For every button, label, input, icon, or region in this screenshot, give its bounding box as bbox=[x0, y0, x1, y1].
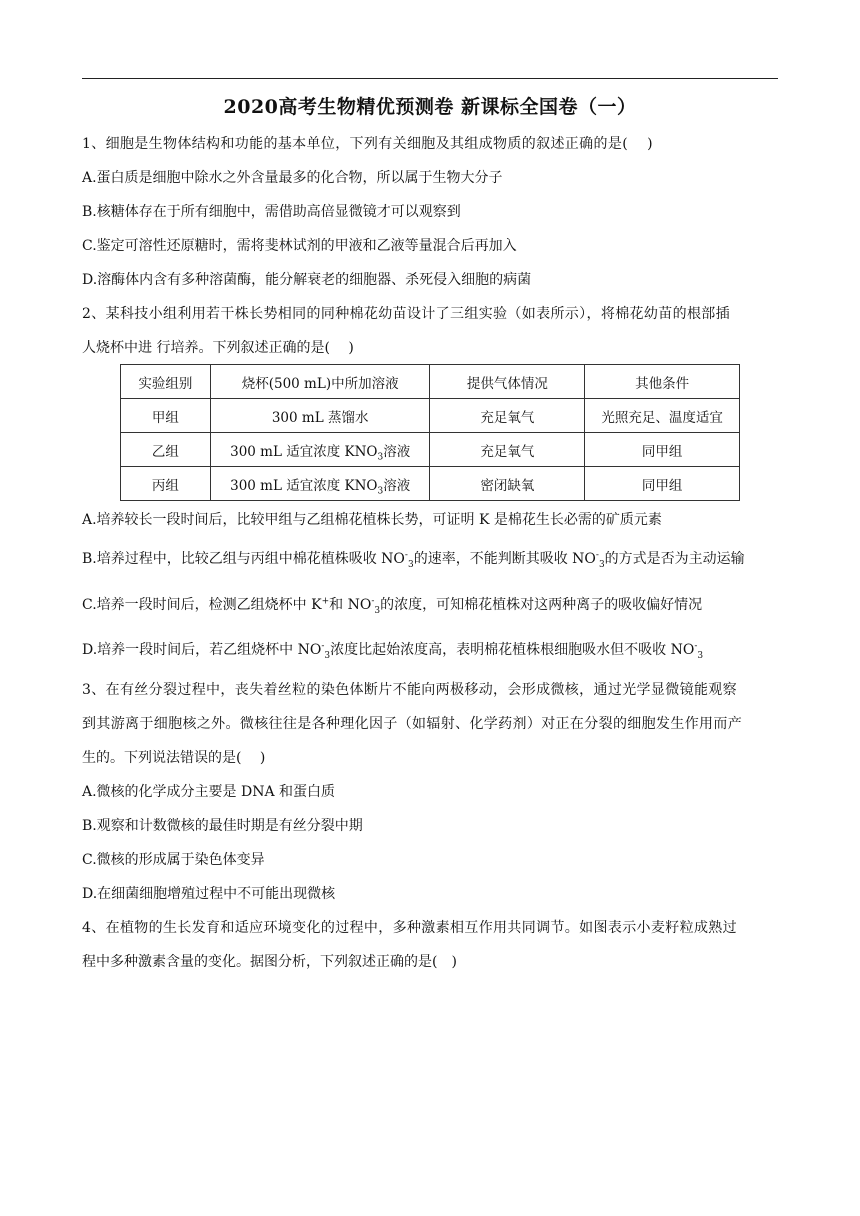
table-header: 实验组别 bbox=[121, 365, 211, 399]
text-part: 的浓度，可知棉花植株对这两种离子的吸收偏好情况 bbox=[380, 597, 703, 613]
table-cell: 密闭缺氧 bbox=[430, 467, 585, 501]
q4-stem-line1: 4、在植物的生长发育和适应环境变化的过程中，多种激素相互作用共同调节。如图表示小麦籽粒成熟过 bbox=[82, 920, 738, 936]
solution-text: 300 mL 适宜浓度 KNO bbox=[230, 443, 378, 460]
table-row bbox=[121, 467, 740, 501]
table-header: 其他条件 bbox=[585, 365, 740, 399]
q3-option-c: C.微核的形成属于染色体变异 bbox=[82, 852, 265, 868]
subscript: 3 bbox=[324, 650, 331, 661]
subscript: 3 bbox=[598, 559, 605, 570]
superscript: - bbox=[404, 550, 408, 561]
table-cell: 丙组 bbox=[121, 467, 211, 501]
experiment-table bbox=[120, 364, 740, 501]
table-row bbox=[121, 433, 740, 467]
q2-stem-line1: 2、某科技小组利用若干株长势相同的同种棉花幼苗设计了三组实验（如表所示），将棉花幼苗的根部插 bbox=[82, 306, 731, 322]
superscript: - bbox=[694, 641, 698, 652]
subscript: 3 bbox=[407, 559, 414, 570]
q2-option-c bbox=[82, 595, 702, 615]
text-part: 浓度比起始浓度高，表明棉花植株根细胞吸水但不吸收 NO bbox=[330, 642, 695, 658]
subscript: 3 bbox=[377, 452, 384, 463]
subscript: 3 bbox=[374, 605, 381, 616]
q3-stem-line3: 生的。下列说法错误的是( ) bbox=[82, 750, 266, 766]
table-cell: 乙组 bbox=[121, 433, 211, 467]
q2-option-b bbox=[82, 549, 745, 569]
table-cell: 充足氧气 bbox=[430, 433, 585, 467]
table-cell: 同甲组 bbox=[585, 467, 740, 501]
table-header: 烧杯(500 mL)中所加溶液 bbox=[210, 365, 430, 399]
q2-stem-line2: 人烧杯中进 行培养。下列叙述正确的是( ) bbox=[82, 340, 354, 356]
page-title: 2020高考生物精优预测卷 新课标全国卷（一） bbox=[223, 96, 637, 118]
table-cell: 同甲组 bbox=[585, 433, 740, 467]
q1-option-c: C.鉴定可溶性还原糖时，需将斐林试剂的甲液和乙液等量混合后再加入 bbox=[82, 238, 517, 254]
superscript: - bbox=[371, 596, 375, 607]
text-part: 的速率，不能判断其吸收 NO bbox=[413, 551, 596, 567]
table-cell bbox=[210, 467, 430, 501]
q1-option-b: B.核糖体存在于所有细胞中，需借助高倍显微镜才可以观察到 bbox=[82, 204, 461, 220]
q3-option-a: A.微核的化学成分主要是 DNA 和蛋白质 bbox=[82, 784, 336, 800]
subscript: 3 bbox=[377, 486, 384, 497]
table-row bbox=[121, 399, 740, 433]
subscript: 3 bbox=[697, 650, 704, 661]
table-header-row bbox=[121, 365, 740, 399]
text-part: D.培养一段时间后，若乙组烧杯中 NO bbox=[82, 642, 322, 658]
table-header: 提供气体情况 bbox=[430, 365, 585, 399]
q3-option-b: B.观察和计数微核的最佳时期是有丝分裂中期 bbox=[82, 818, 363, 834]
text-part: 和 NO bbox=[329, 597, 372, 613]
q2-option-d bbox=[82, 640, 703, 660]
solution-text: 300 mL 适宜浓度 KNO bbox=[230, 477, 378, 494]
solution-suffix: 溶液 bbox=[383, 443, 411, 460]
q3-stem-line2: 到其游离于细胞核之外。微核往往是各种理化因子（如辐射、化学药剂）对正在分裂的细胞发生作用而产 bbox=[82, 716, 743, 732]
q1-stem: 1、细胞是生物体结构和功能的基本单位，下列有关细胞及其组成物质的叙述正确的是( ) bbox=[82, 136, 653, 152]
table-cell bbox=[210, 433, 430, 467]
table-cell: 充足氧气 bbox=[430, 399, 585, 433]
header-rule bbox=[82, 78, 778, 79]
superscript: + bbox=[321, 596, 330, 607]
q2-option-a: A.培养较长一段时间后，比较甲组与乙组棉花植株长势，可证明 K 是棉花生长必需的矿质元素 bbox=[82, 512, 662, 528]
table-cell: 300 mL 蒸馏水 bbox=[210, 399, 430, 433]
q1-option-a: A.蛋白质是细胞中除水之外含量最多的化合物，所以属于生物大分子 bbox=[82, 170, 503, 186]
table-cell: 光照充足、温度适宜 bbox=[585, 399, 740, 433]
text-part: C.培养一段时间后，检测乙组烧杯中 K bbox=[82, 597, 322, 613]
solution-suffix: 溶液 bbox=[383, 477, 411, 494]
table-cell: 甲组 bbox=[121, 399, 211, 433]
q1-option-d: D.溶酶体内含有多种溶菌酶，能分解衰老的细胞器、杀死侵入细胞的病菌 bbox=[82, 272, 532, 288]
superscript: - bbox=[595, 550, 599, 561]
q4-stem-line2: 程中多种激素含量的变化。据图分析，下列叙述正确的是( ) bbox=[82, 954, 457, 970]
superscript: - bbox=[321, 641, 325, 652]
q3-option-d: D.在细菌细胞增殖过程中不可能出现微核 bbox=[82, 886, 336, 902]
q3-stem-line1: 3、在有丝分裂过程中，丧失着丝粒的染色体断片不能向两极移动，会形成微核，通过光学显微镜能观察 bbox=[82, 682, 738, 698]
text-part: 的方式是否为主动运输 bbox=[604, 551, 745, 567]
text-part: B.培养过程中，比较乙组与丙组中棉花植株吸收 NO bbox=[82, 551, 405, 567]
